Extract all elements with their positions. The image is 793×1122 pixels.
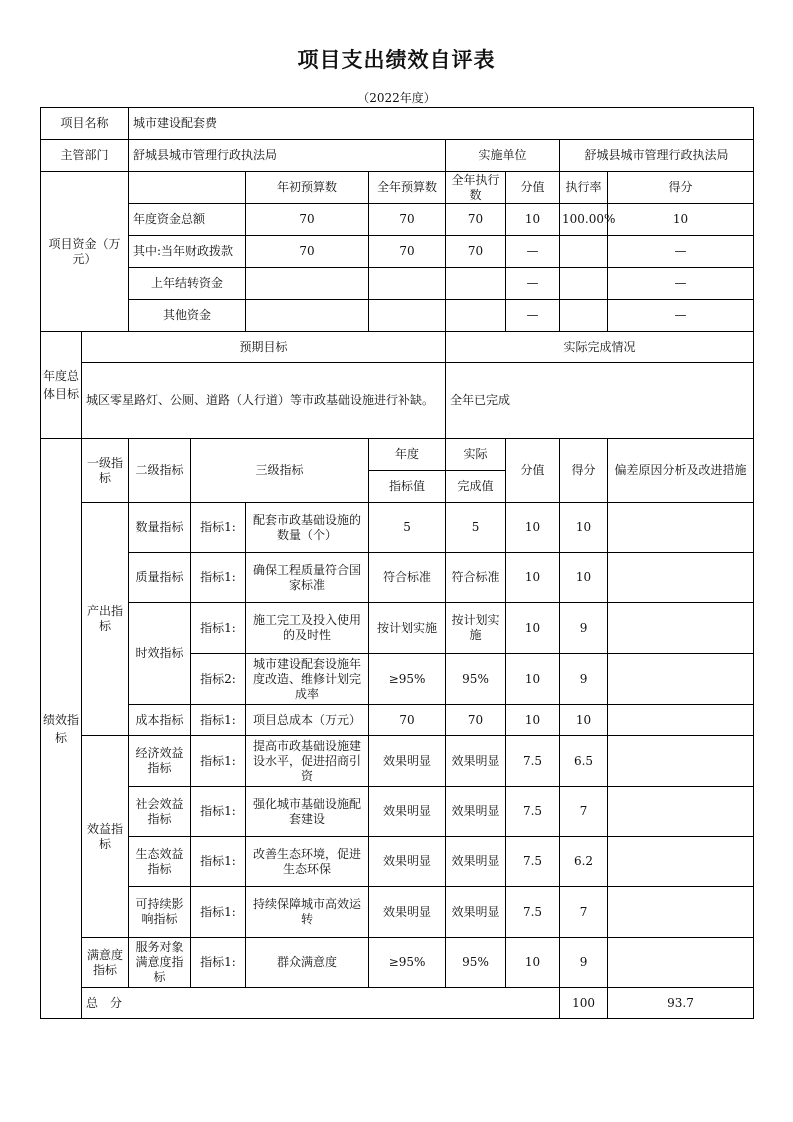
perf-got: 7 <box>560 887 608 938</box>
perf-target: ≥95% <box>369 654 446 705</box>
perf-idx: 指标1: <box>191 553 246 603</box>
perf-l1-output: 产出指标 <box>82 503 129 736</box>
funds-cell: 70 <box>369 236 446 268</box>
goal-expected-header: 预期目标 <box>82 332 446 363</box>
perf-score: 10 <box>506 654 560 705</box>
perf-actual: 5 <box>446 503 506 553</box>
funds-label: 项目资金（万元） <box>41 172 129 332</box>
perf-got: 6.5 <box>560 736 608 787</box>
total-got: 93.7 <box>608 988 754 1019</box>
project-name-label: 项目名称 <box>41 108 129 140</box>
perf-desc: 城市建设配套设施年度改造、维修计划完成率 <box>246 654 369 705</box>
project-name-value: 城市建设配套费 <box>129 108 754 140</box>
perf-score: 7.5 <box>506 787 560 837</box>
funds-col-header: 分值 <box>506 172 560 204</box>
perf-got: 9 <box>560 603 608 654</box>
perf-l1-benefit: 效益指标 <box>82 736 129 938</box>
perf-analysis <box>608 938 754 988</box>
funds-header-blank <box>129 172 246 204</box>
perf-desc: 项目总成本（万元） <box>246 705 369 736</box>
funds-cell: 70 <box>446 236 506 268</box>
perf-idx: 指标1: <box>191 787 246 837</box>
funds-row-label: 年度资金总额 <box>129 204 246 236</box>
perf-score: 10 <box>506 553 560 603</box>
perf-actual: 效果明显 <box>446 787 506 837</box>
funds-col-header: 年初预算数 <box>246 172 369 204</box>
perf-header-level2: 二级指标 <box>129 439 191 503</box>
perf-analysis <box>608 837 754 887</box>
perf-score: 7.5 <box>506 736 560 787</box>
perf-score: 10 <box>506 705 560 736</box>
funds-cell: 70 <box>369 204 446 236</box>
perf-target: 按计划实施 <box>369 603 446 654</box>
dept-label: 主管部门 <box>41 140 129 172</box>
goal-label: 年度总体目标 <box>41 332 82 439</box>
perf-header-actual-value: 完成值 <box>446 471 506 503</box>
perf-label: 绩效指标 <box>41 439 82 1019</box>
perf-l2: 服务对象满意度指标 <box>129 938 191 988</box>
funds-cell <box>246 268 369 300</box>
perf-actual: 效果明显 <box>446 736 506 787</box>
funds-row-label: 上年结转资金 <box>129 268 246 300</box>
funds-cell: 70 <box>446 204 506 236</box>
funds-cell: 70 <box>246 236 369 268</box>
perf-actual: 70 <box>446 705 506 736</box>
funds-cell: — <box>506 236 560 268</box>
perf-idx: 指标2: <box>191 654 246 705</box>
funds-cell <box>560 236 608 268</box>
perf-actual: 按计划实施 <box>446 603 506 654</box>
perf-score: 10 <box>506 603 560 654</box>
funds-col-header: 全年执行数 <box>446 172 506 204</box>
perf-l2: 可持续影响指标 <box>129 887 191 938</box>
perf-header-year: 年度 <box>369 439 446 471</box>
perf-header-level3: 三级指标 <box>191 439 369 503</box>
perf-desc: 确保工程质量符合国家标准 <box>246 553 369 603</box>
funds-row-label: 其中:当年财政拨款 <box>129 236 246 268</box>
perf-idx: 指标1: <box>191 837 246 887</box>
funds-cell: 10 <box>608 204 754 236</box>
perf-header-level1: 一级指标 <box>82 439 129 503</box>
perf-desc: 强化城市基础设施配套建设 <box>246 787 369 837</box>
perf-l2: 时效指标 <box>129 603 191 705</box>
perf-l2: 数量指标 <box>129 503 191 553</box>
perf-l2: 经济效益指标 <box>129 736 191 787</box>
total-label: 总 分 <box>82 988 560 1019</box>
funds-cell <box>246 300 369 332</box>
funds-cell <box>560 268 608 300</box>
perf-analysis <box>608 705 754 736</box>
perf-idx: 指标1: <box>191 503 246 553</box>
perf-l1-satisfaction: 满意度指标 <box>82 938 129 988</box>
perf-got: 10 <box>560 553 608 603</box>
perf-got: 9 <box>560 938 608 988</box>
perf-l2: 生态效益指标 <box>129 837 191 887</box>
goal-actual-header: 实际完成情况 <box>446 332 754 363</box>
funds-cell: — <box>608 236 754 268</box>
perf-target: 效果明显 <box>369 887 446 938</box>
perf-actual: 效果明显 <box>446 887 506 938</box>
perf-idx: 指标1: <box>191 603 246 654</box>
funds-cell <box>560 300 608 332</box>
dept-value: 舒城县城市管理行政执法局 <box>129 140 446 172</box>
perf-actual: 符合标准 <box>446 553 506 603</box>
perf-analysis <box>608 787 754 837</box>
perf-score: 10 <box>506 503 560 553</box>
perf-idx: 指标1: <box>191 887 246 938</box>
perf-analysis <box>608 887 754 938</box>
perf-score: 7.5 <box>506 837 560 887</box>
perf-header-target: 指标值 <box>369 471 446 503</box>
funds-cell: 100.00% <box>560 204 608 236</box>
perf-score: 10 <box>506 938 560 988</box>
funds-cell: — <box>608 300 754 332</box>
perf-header-actual: 实际 <box>446 439 506 471</box>
perf-got: 10 <box>560 705 608 736</box>
perf-header-got: 得分 <box>560 439 608 503</box>
perf-idx: 指标1: <box>191 705 246 736</box>
funds-col-header: 执行率 <box>560 172 608 204</box>
perf-target: 效果明显 <box>369 736 446 787</box>
perf-l2: 质量指标 <box>129 553 191 603</box>
perf-l2: 社会效益指标 <box>129 787 191 837</box>
perf-got: 7 <box>560 787 608 837</box>
funds-col-header: 得分 <box>608 172 754 204</box>
goal-actual-text: 全年已完成 <box>446 363 754 439</box>
perf-target: ≥95% <box>369 938 446 988</box>
perf-actual: 95% <box>446 654 506 705</box>
funds-cell <box>369 300 446 332</box>
perf-analysis <box>608 553 754 603</box>
perf-target: 5 <box>369 503 446 553</box>
perf-analysis <box>608 654 754 705</box>
unit-value: 舒城县城市管理行政执法局 <box>560 140 754 172</box>
perf-actual: 95% <box>446 938 506 988</box>
funds-cell: 70 <box>246 204 369 236</box>
report-year: （2022年度） <box>357 91 436 105</box>
perf-got: 9 <box>560 654 608 705</box>
funds-cell: — <box>506 268 560 300</box>
perf-desc: 配套市政基础设施的数量（个） <box>246 503 369 553</box>
perf-desc: 施工完工及投入使用的及时性 <box>246 603 369 654</box>
perf-analysis <box>608 736 754 787</box>
funds-cell <box>446 300 506 332</box>
funds-col-header: 全年预算数 <box>369 172 446 204</box>
unit-label: 实施单位 <box>446 140 560 172</box>
funds-row-label: 其他资金 <box>129 300 246 332</box>
perf-desc: 群众满意度 <box>246 938 369 988</box>
perf-got: 10 <box>560 503 608 553</box>
perf-header-analysis: 偏差原因分析及改进措施 <box>608 439 754 503</box>
funds-cell: — <box>608 268 754 300</box>
funds-cell <box>369 268 446 300</box>
perf-idx: 指标1: <box>191 736 246 787</box>
perf-target: 符合标准 <box>369 553 446 603</box>
perf-analysis <box>608 503 754 553</box>
perf-got: 6.2 <box>560 837 608 887</box>
perf-header-score: 分值 <box>506 439 560 503</box>
perf-idx: 指标1: <box>191 938 246 988</box>
perf-l2: 成本指标 <box>129 705 191 736</box>
goal-expected-text: 城区零星路灯、公厕、道路（人行道）等市政基础设施进行补缺。 <box>82 363 446 439</box>
total-score: 100 <box>560 988 608 1019</box>
perf-desc: 改善生态环境，促进生态环保 <box>246 837 369 887</box>
funds-cell <box>446 268 506 300</box>
perf-desc: 持续保障城市高效运转 <box>246 887 369 938</box>
perf-target: 70 <box>369 705 446 736</box>
perf-actual: 效果明显 <box>446 837 506 887</box>
funds-cell: — <box>506 300 560 332</box>
perf-target: 效果明显 <box>369 787 446 837</box>
perf-desc: 提高市政基础设施建设水平，促进招商引资 <box>246 736 369 787</box>
perf-score: 7.5 <box>506 887 560 938</box>
perf-analysis <box>608 603 754 654</box>
funds-cell: 10 <box>506 204 560 236</box>
page-title: 项目支出绩效自评表 <box>297 47 496 72</box>
evaluation-table <box>40 107 754 1019</box>
perf-target: 效果明显 <box>369 837 446 887</box>
